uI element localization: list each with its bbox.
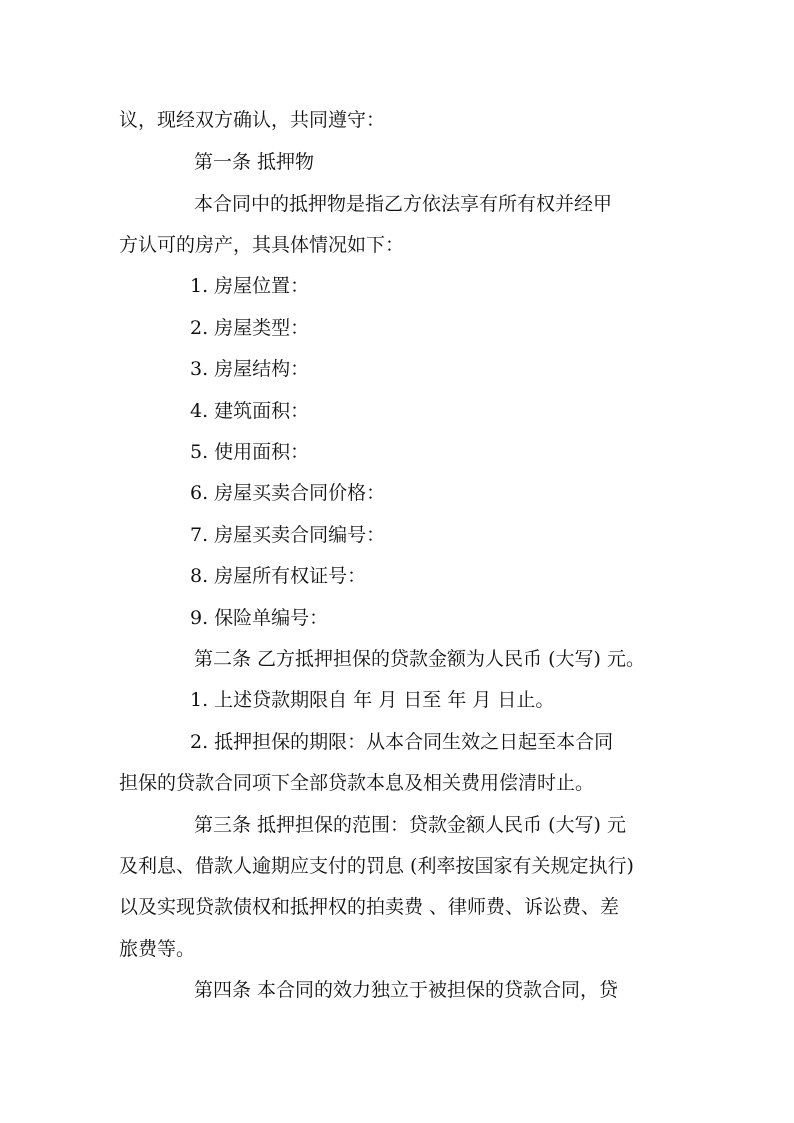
list-item: 1. 房屋位置： bbox=[190, 275, 310, 297]
text-line: 及利息、借款人逾期应支付的罚息 (利率按国家有关规定执行) bbox=[119, 855, 634, 877]
list-item: 9. 保险单编号： bbox=[190, 607, 329, 629]
list-item: 2. 房屋类型： bbox=[190, 317, 310, 339]
list-item: 4. 建筑面积： bbox=[190, 400, 310, 422]
text-line: 担保的贷款合同项下全部贷款本息及相关费用偿清时止。 bbox=[119, 772, 595, 794]
list-item: 1. 上述贷款期限自 年 月 日至 年 月 日止。 bbox=[190, 689, 555, 711]
list-item: 8. 房屋所有权证号： bbox=[190, 565, 367, 587]
article-heading: 第一条 抵押物 bbox=[194, 151, 315, 173]
list-item: 3. 房屋结构： bbox=[190, 358, 310, 380]
text-line: 旅费等。 bbox=[119, 938, 196, 960]
text-line: 方认可的房产，其具体情况如下： bbox=[119, 234, 405, 256]
text-line: 本合同中的抵押物是指乙方依法享有所有权并经甲 bbox=[194, 193, 613, 215]
list-item: 5. 使用面积： bbox=[190, 441, 310, 463]
list-item: 2. 抵押担保的期限：从本合同生效之日起至本合同 bbox=[190, 731, 614, 753]
list-item: 7. 房屋买卖合同编号： bbox=[190, 524, 386, 546]
text-line: 以及实现贷款债权和抵押权的拍卖费 、律师费、诉讼费、差 bbox=[119, 896, 620, 918]
article-heading: 第三条 抵押担保的范围：贷款金额人民币 (大写) 元 bbox=[194, 814, 626, 836]
article-heading: 第二条 乙方抵押担保的贷款金额为人民币 (大写) 元。 bbox=[194, 648, 645, 670]
text-line: 议，现经双方确认，共同遵守： bbox=[119, 109, 386, 131]
article-heading: 第四条 本合同的效力独立于被担保的贷款合同，贷 bbox=[194, 979, 619, 1001]
list-item: 6. 房屋买卖合同价格： bbox=[190, 482, 386, 504]
